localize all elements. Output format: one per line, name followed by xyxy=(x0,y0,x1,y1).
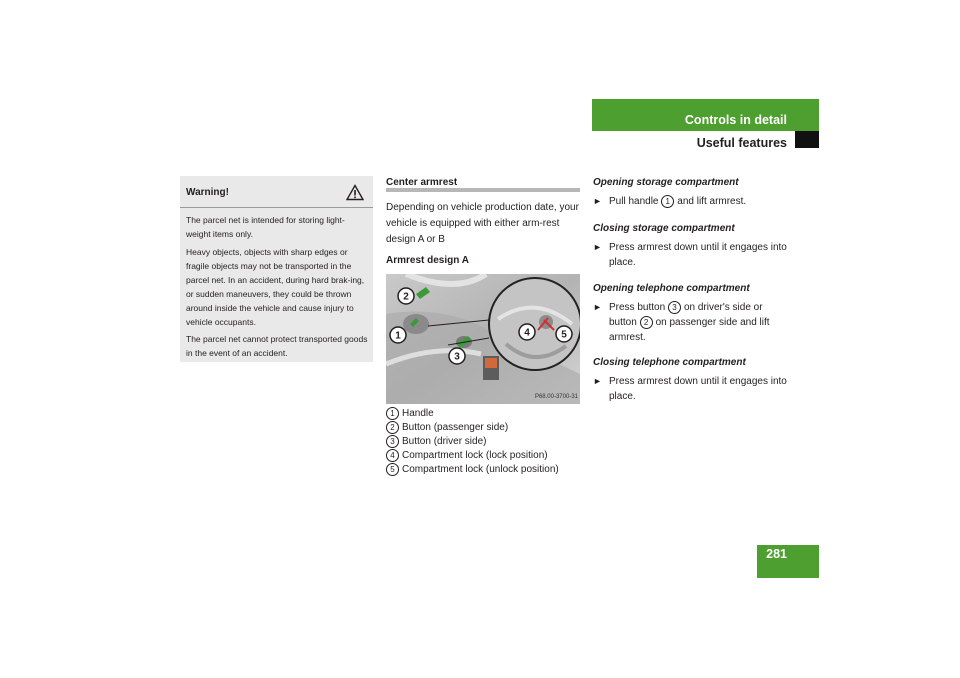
callout-number: 1 xyxy=(386,407,399,420)
warning-divider xyxy=(180,207,373,208)
close-storage-step xyxy=(593,240,788,270)
step-text: on driver's side or button xyxy=(609,302,763,328)
warning-paragraph: The parcel net cannot protect transported goods in the event of an accident. xyxy=(186,334,368,358)
section-heading: Center armrest xyxy=(386,177,458,188)
legend-item xyxy=(386,463,559,477)
warning-paragraph: Heavy objects, objects with sharp edges or fragile objects may not be transported in the parcel net. In an accident, during hard brak-ing, or sudden maneuvers, they could be thrown around inside the vehicle and cause injury to vehicle occupants. xyxy=(186,247,365,327)
bullet-arrow-icon: ► xyxy=(593,302,602,312)
close-phone-step xyxy=(593,374,788,404)
step-text: and lift armrest. xyxy=(677,196,747,207)
bullet-arrow-icon: ► xyxy=(593,242,602,252)
step-text: Press armrest down until it engages into place. xyxy=(609,242,787,268)
open-phone-heading: Opening telephone compartment xyxy=(593,283,750,294)
legend-item xyxy=(386,407,434,421)
svg-text:4: 4 xyxy=(524,327,530,339)
svg-text:3: 3 xyxy=(454,351,460,363)
heading-rule xyxy=(386,188,580,192)
callout-number: 4 xyxy=(386,449,399,462)
callout-number: 3 xyxy=(386,435,399,448)
intro-paragraph: Depending on vehicle production date, your vehicle is equipped with either arm-rest design A or B xyxy=(386,202,579,245)
warning-paragraph: The parcel net is intended for storing light-weight items only. xyxy=(186,215,345,239)
legend-item xyxy=(386,449,548,463)
subsection-title: Useful features xyxy=(696,136,787,150)
svg-text:5: 5 xyxy=(561,329,567,341)
step-text: on passenger side and lift armrest. xyxy=(609,317,770,343)
open-storage-step xyxy=(593,194,788,209)
design-heading: Armrest design A xyxy=(386,255,469,266)
legend-item xyxy=(386,435,486,449)
callout-number: 1 xyxy=(661,195,674,208)
step-text: Press armrest down until it engages into place. xyxy=(609,376,787,402)
armrest-figure xyxy=(386,274,580,404)
legend-label: Compartment lock (lock position) xyxy=(402,450,548,461)
warning-title: Warning! xyxy=(186,187,229,198)
legend-item xyxy=(386,421,508,435)
warning-triangle-icon xyxy=(346,184,364,201)
section-title: Controls in detail xyxy=(684,113,787,127)
callout-number: 5 xyxy=(386,463,399,476)
page-number: 281 xyxy=(766,547,787,561)
step-text: Press button xyxy=(609,302,666,313)
header-marker xyxy=(795,131,819,148)
legend-label: Compartment lock (unlock position) xyxy=(402,464,559,475)
open-phone-step xyxy=(593,300,788,345)
bullet-arrow-icon: ► xyxy=(593,196,602,206)
close-storage-heading: Closing storage compartment xyxy=(593,223,735,234)
open-storage-heading: Opening storage compartment xyxy=(593,177,739,188)
svg-text:2: 2 xyxy=(403,291,409,303)
figure-code: P68.00-3700-31 xyxy=(534,394,578,400)
bullet-arrow-icon: ► xyxy=(593,376,602,386)
legend-label: Button (passenger side) xyxy=(402,422,509,433)
legend-label: Handle xyxy=(402,408,434,419)
callout-number: 2 xyxy=(640,316,653,329)
close-phone-heading: Closing telephone compartment xyxy=(593,357,746,368)
legend-label: Button (driver side) xyxy=(402,436,487,447)
svg-text:1: 1 xyxy=(395,330,401,342)
callout-number: 2 xyxy=(386,421,399,434)
callout-number: 3 xyxy=(668,301,681,314)
step-text: Pull handle xyxy=(609,196,659,207)
